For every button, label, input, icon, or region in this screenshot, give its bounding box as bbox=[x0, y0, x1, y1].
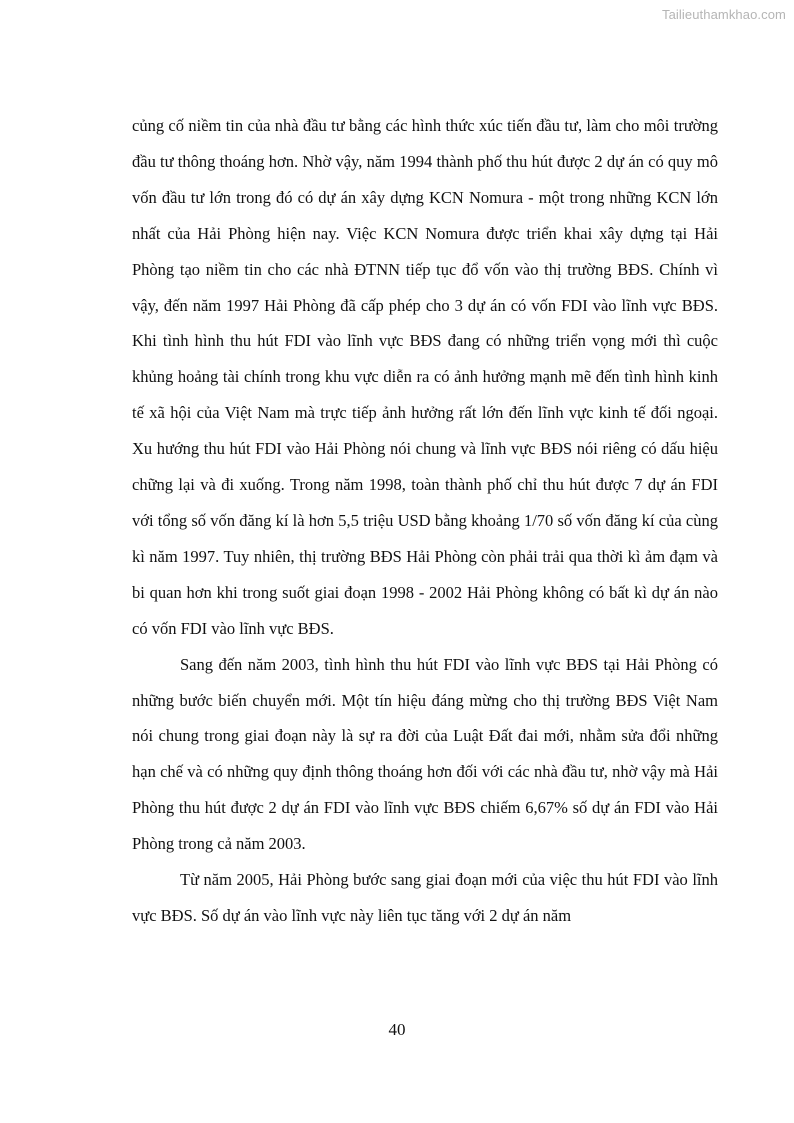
paragraph-2003: Sang đến năm 2003, tình hình thu hút FDI vào lĩnh vực BĐS tại Hải Phòng có những bước biến chuyển mới. Một tín hiệu đáng mừng cho thị trường BĐS Việt Nam nói chung trong giai đoạn này là sự ra đời của Luật Đất đai mới, nhằm sửa đổi những hạn chế và có những quy định thông thoáng hơn đối với các nhà đầu tư, nhờ vậy mà Hải Phòng thu hút được 2 dự án FDI vào lĩnh vực BĐS chiếm 6,67% số dự án FDI vào Hải Phòng trong cả năm 2003. bbox=[132, 654, 718, 854]
page-number: 40 bbox=[388, 1020, 406, 1039]
paragraph-2005: Từ năm 2005, Hải Phòng bước sang giai đoạn mới của việc thu hút FDI vào lĩnh vực BĐS. Số dự án vào lĩnh vực này liên tục tăng với 2 dự án năm bbox=[132, 870, 718, 925]
watermark-text: Tailieuthamkhao.com bbox=[661, 7, 786, 22]
document-body bbox=[132, 108, 718, 934]
paragraph-continuation: củng cố niềm tin của nhà đầu tư bằng các hình thức xúc tiến đầu tư, làm cho môi trường đầu tư thông thoáng hơn. Nhờ vậy, năm 1994 thành phố thu hút được 2 dự án có quy mô vốn đầu tư lớn trong đó có dự án xây dựng KCN Nomura - một trong những KCN lớn nhất của Hải Phòng hiện nay. Việc KCN Nomura được triển khai xây dựng tại Hải Phòng tạo niềm tin cho các nhà ĐTNN tiếp tục đổ vốn vào thị trường BĐS. Chính vì vậy, đến năm 1997 Hải Phòng đã cấp phép cho 3 dự án có vốn FDI vào lĩnh vực BĐS. Khi tình hình thu hút FDI vào lĩnh vực BĐS đang có những triển vọng mới thì cuộc khủng hoảng tài chính trong khu vực diễn ra có ảnh hưởng mạnh mẽ đến tình hình kinh tế xã hội của Việt Nam mà trực tiếp ảnh hưởng rất lớn đến lĩnh vực kinh tế đối ngoại. Xu hướng thu hút FDI vào Hải Phòng nói chung và lĩnh vực BĐS nói riêng có dấu hiệu chững lại và đi xuống. Trong năm 1998, toàn thành phố chỉ thu hút được 7 dự án FDI với tổng số vốn đăng kí là hơn 5,5 triệu USD bằng khoảng 1/70 số vốn đăng kí của cùng kì năm 1997. Tuy nhiên, thị trường BĐS Hải Phòng còn phải trải qua thời kì ảm đạm và bi quan hơn khi trong suốt giai đoạn 1998 - 2002 Hải Phòng không có bất kì dự án nào có vốn FDI vào lĩnh vực BĐS. bbox=[132, 116, 718, 638]
